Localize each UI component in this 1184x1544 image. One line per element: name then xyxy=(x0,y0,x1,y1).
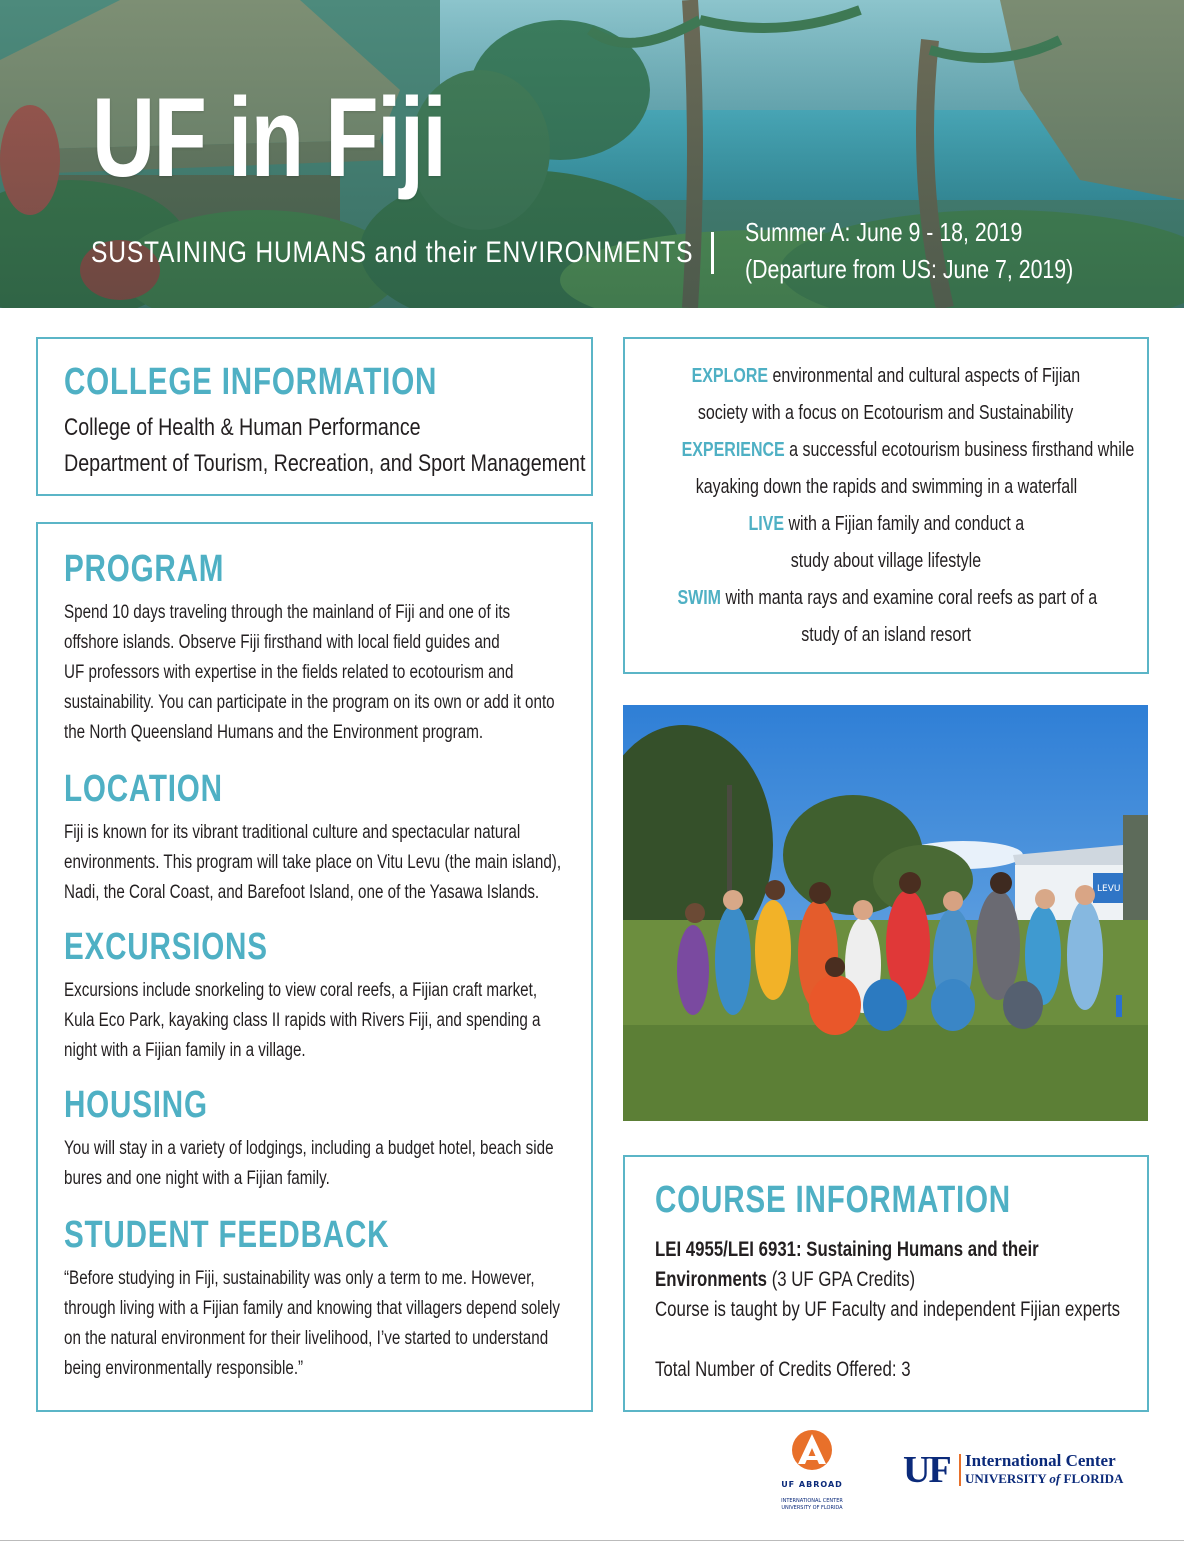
program-subtitle: SUSTAINING HUMANS and their ENVIRONMENTS xyxy=(91,236,694,269)
housing-text xyxy=(64,1134,576,1194)
logo-divider xyxy=(959,1454,961,1486)
excursions-text xyxy=(64,976,576,1066)
course-spacer xyxy=(655,1325,1120,1355)
swim-keyword: SWIM xyxy=(677,587,722,609)
international-center-logo xyxy=(903,1448,1143,1498)
explore-text-cont: society with a focus on Ecotourism and Sustainability xyxy=(698,402,1074,424)
location-line: Fiji is known for its vibrant traditional culture and spectacular natural xyxy=(64,822,521,843)
highlight-experience-cont xyxy=(625,469,1147,506)
ic-line2-c: FLORIDA xyxy=(1060,1471,1124,1486)
housing-section xyxy=(64,1086,704,1194)
feedback-line: on the natural environment for their livelihood, I’ve started to understand xyxy=(64,1328,549,1349)
swim-text-cont: study of an island resort xyxy=(801,624,971,646)
college-heading: COLLEGE INFORMATION xyxy=(64,361,438,403)
location-line: environments. This program will take place on Vitu Levu (the main island), xyxy=(64,852,562,873)
feedback-line: being environmentally responsible.” xyxy=(64,1358,304,1379)
housing-line: bures and one night with a Fijian family. xyxy=(64,1168,330,1189)
location-heading: LOCATION xyxy=(64,768,223,810)
department-name: Department of Tourism, Recreation, and Sport Management xyxy=(64,450,586,477)
experience-text-cont: kayaking down the rapids and swimming in a waterfall xyxy=(695,476,1077,498)
ic-line2-a: UNIVERSITY xyxy=(965,1471,1050,1486)
excursions-line: Kula Eco Park, kayaking class II rapids with Rivers Fiji, and spending a xyxy=(64,1010,541,1031)
housing-heading: HOUSING xyxy=(64,1084,208,1126)
group-photo xyxy=(623,705,1148,1121)
course-credits: (3 UF GPA Credits) xyxy=(767,1268,916,1291)
location-line: Nadi, the Coral Coast, and Barefoot Island, one of the Yasawa Islands. xyxy=(64,882,540,903)
course-title-cont xyxy=(655,1265,1120,1295)
ic-line2-b: of xyxy=(1049,1471,1061,1486)
ic-line1: International Center xyxy=(965,1451,1116,1470)
experience-keyword: EXPERIENCE xyxy=(681,439,785,461)
course-details xyxy=(655,1235,1120,1385)
live-keyword: LIVE xyxy=(748,513,784,535)
uf-abroad-mark-icon xyxy=(764,1428,860,1478)
swim-text: with manta rays and examine coral reefs as part of a xyxy=(721,587,1098,609)
location-section xyxy=(64,770,704,908)
course-taught-by: Course is taught by UF Faculty and independent Fijian experts xyxy=(655,1298,1121,1321)
highlight-explore xyxy=(625,358,1147,395)
highlight-swim-cont xyxy=(625,617,1147,654)
ic-line2 xyxy=(965,1471,1123,1487)
live-text-cont: study about village lifestyle xyxy=(790,550,982,572)
excursions-line: Excursions include snorkeling to view coral reefs, a Fijian craft market, xyxy=(64,980,538,1001)
feedback-heading: STUDENT FEEDBACK xyxy=(64,1214,390,1256)
course-info-box xyxy=(623,1155,1149,1412)
dates-term: Summer A: June 9 - 18, 2019 xyxy=(745,217,1023,247)
highlights-box xyxy=(623,337,1149,674)
highlight-explore-cont xyxy=(625,395,1147,432)
uf-abroad-label: UF ABROAD xyxy=(781,1480,843,1489)
course-title: LEI 4955/LEI 6931: Sustaining Humans and their xyxy=(655,1238,1039,1261)
explore-keyword: EXPLORE xyxy=(691,365,769,387)
excursions-heading: EXCURSIONS xyxy=(64,926,268,968)
bottom-rule xyxy=(0,1540,1184,1541)
program-line: the North Queensland Humans and the Environment program. xyxy=(64,722,484,743)
program-line: UF professors with expertise in the fields related to ecotourism and xyxy=(64,662,514,683)
explore-text: environmental and cultural aspects of Fijian xyxy=(768,365,1081,387)
feedback-quote xyxy=(64,1264,576,1384)
course-total-credits: Total Number of Credits Offered: 3 xyxy=(655,1358,911,1381)
program-details-box xyxy=(36,522,593,1412)
program-line: Spend 10 days traveling through the mainland of Fiji and one of its xyxy=(64,602,511,623)
highlight-experience xyxy=(625,432,1147,469)
highlight-swim xyxy=(625,580,1147,617)
housing-line: You will stay in a variety of lodgings, including a budget hotel, beach side xyxy=(64,1138,554,1159)
program-heading: PROGRAM xyxy=(64,548,225,590)
college-info-box xyxy=(36,337,593,496)
dates-departure: (Departure from US: June 7, 2019) xyxy=(745,254,1074,284)
uf-abroad-logo xyxy=(764,1428,860,1520)
program-dates xyxy=(745,214,1073,288)
live-text: with a Fijian family and conduct a xyxy=(783,513,1024,535)
uf-wordmark: UF xyxy=(903,1449,950,1491)
feedback-section xyxy=(64,1216,704,1384)
feedback-line: through living with a Fijian family and knowing that villagers depend solely xyxy=(64,1298,560,1319)
hero-banner xyxy=(0,0,1184,308)
photo-sign: LEVU xyxy=(1097,884,1121,894)
experience-text: a successful ecotourism business firsthand while xyxy=(784,439,1135,461)
feedback-line: “Before studying in Fiji, sustainability was only a term to me. However, xyxy=(64,1268,535,1289)
course-title-end: Environments xyxy=(655,1268,768,1291)
title-divider xyxy=(711,232,714,274)
course-heading: COURSE INFORMATION xyxy=(655,1179,1011,1221)
group-photo-image xyxy=(623,705,1148,1121)
uf-abroad-sub1: INTERNATIONAL CENTER xyxy=(781,1498,843,1504)
location-text xyxy=(64,818,576,908)
highlight-live-cont xyxy=(625,543,1147,580)
highlight-live xyxy=(625,506,1147,543)
college-name: College of Health & Human Performance xyxy=(64,414,421,441)
excursions-line: night with a Fijian family in a village. xyxy=(64,1040,306,1061)
program-line: sustainability. You can participate in the program on its own or add it onto xyxy=(64,692,555,713)
page-title: UF in Fiji xyxy=(92,75,446,200)
program-line: offshore islands. Observe Fiji firsthand with local field guides and xyxy=(64,632,500,653)
program-section xyxy=(64,550,704,748)
uf-abroad-sub2: UNIVERSITY OF FLORIDA xyxy=(781,1505,843,1511)
program-text xyxy=(64,598,576,748)
excursions-section xyxy=(64,928,704,1066)
